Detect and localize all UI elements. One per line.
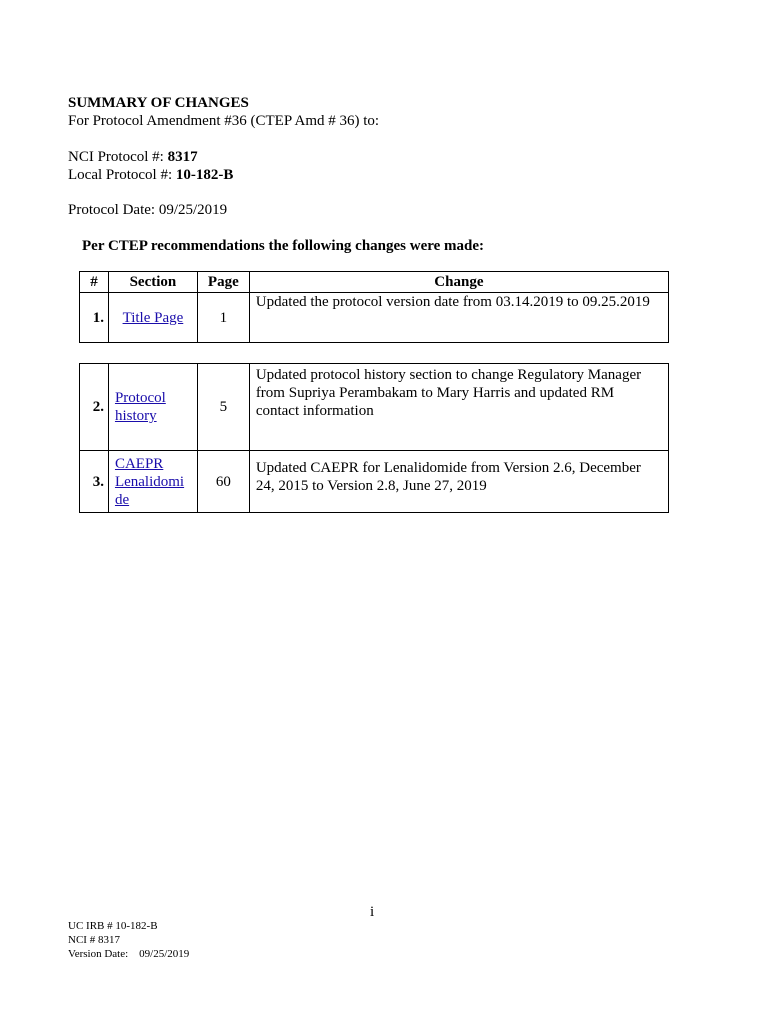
footer-version-date: Version Date: 09/25/2019 [68,948,190,960]
table-row [80,293,669,343]
row-page: 60 [197,451,249,513]
row-section [108,293,197,343]
nci-protocol-label: NCI Protocol #: [68,149,168,165]
header-page: Page [197,272,249,293]
protocol-history-link[interactable] [115,390,166,424]
row-change [249,451,668,513]
header-section: Section [108,272,197,293]
local-protocol-line [68,166,233,184]
local-protocol-label: Local Protocol #: [68,167,176,183]
change-line: 24, 2015 to Version 2.8, June 27, 2019 [255,478,487,494]
row-section [108,451,197,513]
change-line: Updated protocol history section to change Regulatory Manager [255,367,642,383]
changes-table-continued [79,363,669,513]
row-number: 3. [80,451,109,513]
nci-protocol-value: 8317 [167,149,198,165]
table-row [80,364,669,451]
local-protocol-value: 10-182-B [175,167,234,183]
protocol-date: Protocol Date: 09/25/2019 [68,202,228,218]
header-number: # [80,272,109,293]
caepr-lenalidomide-link[interactable] [115,456,184,508]
recommendation-line: Per CTEP recommendations the following changes were made: [82,238,485,254]
footer-nci: NCI # 8317 [68,934,120,946]
footer-irb: UC IRB # 10-182-B [68,920,158,932]
section-line: history [114,408,157,424]
section-line: Lenalidomi [114,473,185,490]
change-line: contact information [255,403,374,419]
nci-protocol-line [68,148,198,166]
header-change: Change [249,272,668,293]
row-section [108,364,197,451]
page-number: i [370,904,375,920]
summary-heading: SUMMARY OF CHANGES [68,95,249,111]
amendment-line: For Protocol Amendment #36 (CTEP Amd # 36) to: [68,113,380,129]
row-number: 1. [80,293,109,343]
changes-table-header [79,271,669,343]
row-number: 2. [80,364,109,451]
row-change: Updated the protocol version date from 03.14.2019 to 09.25.2019 [249,293,668,343]
table-row [80,451,669,513]
row-change [249,364,668,451]
title-page-link[interactable]: Title Page [122,309,184,326]
row-page: 5 [197,364,249,451]
row-page: 1 [197,293,249,343]
section-line: Protocol [114,390,166,406]
change-line: from Supriya Perambakam to Mary Harris and updated RM [255,385,615,401]
section-line: de [114,491,130,508]
section-line: CAEPR [114,455,164,472]
change-line: Updated CAEPR for Lenalidomide from Version 2.6, December [255,460,641,476]
table-header-row [80,272,669,293]
